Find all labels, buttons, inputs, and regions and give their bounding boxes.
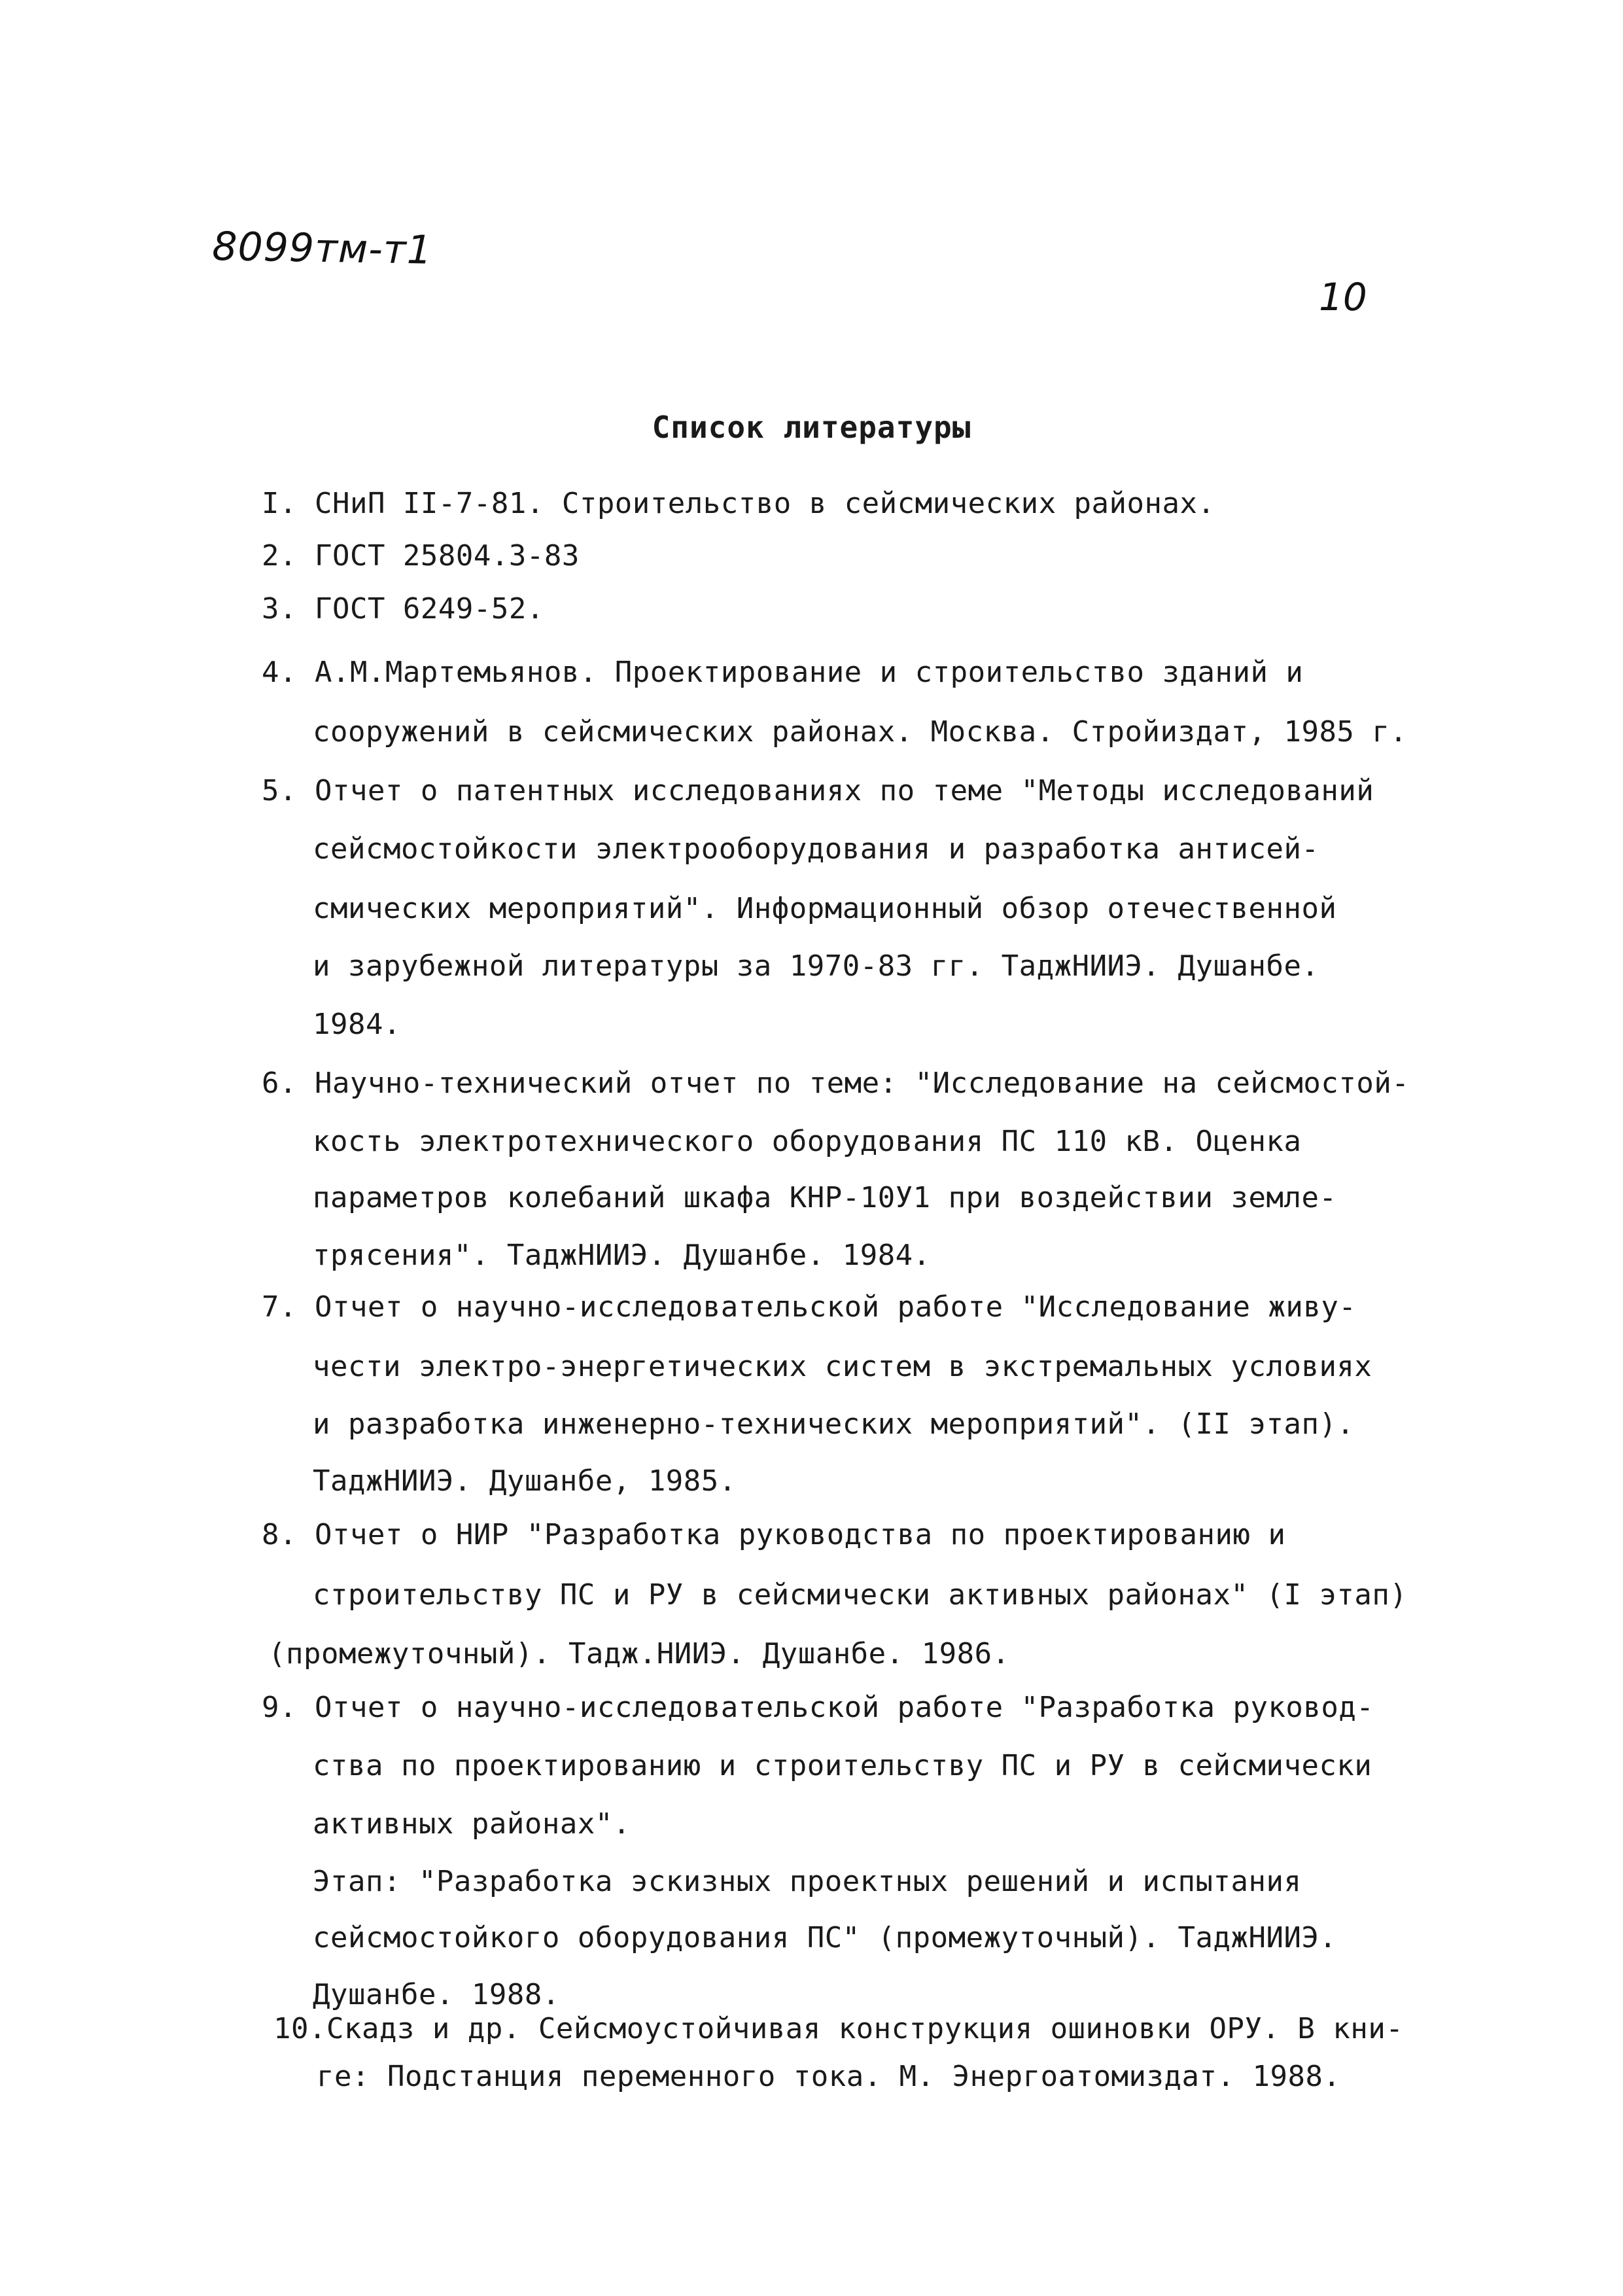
page-number: 10 <box>1319 275 1367 319</box>
reference-9-cont-1: ства по проектированию и строительству ПС и РУ в сейсмически <box>313 1749 1372 1782</box>
reference-5-cont-3: и зарубежной литературы за 1970-83 гг. ТаджНИИЭ. Душанбе. <box>313 949 1319 983</box>
reference-7-cont-3: ТаджНИИЭ. Душанбе, 1985. <box>313 1464 737 1498</box>
reference-4: 4. А.М.Мартемьянов. Проектирование и строительство зданий и <box>262 656 1304 689</box>
reference-7: 7. Отчет о научно-исследовательской работе "Исследование живу- <box>262 1290 1357 1324</box>
reference-5-cont-2: смических мероприятий". Информационный обзор отечественной <box>313 892 1337 925</box>
reference-6: 6. Научно-технический отчет по теме: "Исследование на сейсмостой- <box>262 1067 1410 1100</box>
reference-5-cont-4: 1984. <box>313 1008 401 1041</box>
reference-8-cont-1: строительству ПС и РУ в сейсмически активных районах" (I этап) <box>313 1578 1408 1612</box>
reference-6-cont-1: кость электротехнического оборудования ПС 110 кВ. Оценка <box>313 1125 1302 1158</box>
document-code: 8099тм-т1 <box>211 224 433 274</box>
reference-5: 5. Отчет о патентных исследованиях по теме "Методы исследований <box>262 774 1374 807</box>
reference-2: 2. ГОСТ 25804.3-83 <box>262 539 580 573</box>
reference-3: 3. ГОСТ 6249-52. <box>262 592 544 626</box>
reference-8-cont-2: (промежуточный). Тадж.НИИЭ. Душанбе. 1986. <box>268 1637 1010 1670</box>
reference-9-stage: Этап: "Разработка эскизных проектных решений и испытания <box>313 1865 1302 1898</box>
reference-5-cont-1: сейсмостойкости электрооборудования и разработка антисей- <box>313 832 1319 866</box>
reference-9-cont-2: активных районах". <box>313 1807 631 1841</box>
reference-7-cont-2: и разработка инженерно-технических мероприятий". (II этап). <box>313 1407 1355 1441</box>
reference-9-stage-cont-1: сейсмостойкого оборудования ПС" (промежуточный). ТаджНИИЭ. <box>313 1921 1337 1954</box>
reference-1: I. СНиП II-7-81. Строительство в сейсмических районах. <box>262 487 1215 520</box>
reference-9-stage-cont-2: Душанбе. 1988. <box>313 1978 560 2011</box>
reference-4-cont: сооружений в сейсмических районах. Москва. Стройиздат, 1985 г. <box>313 715 1408 749</box>
reference-10: 10.Скадз и др. Сейсмоустойчивая конструкция ошиновки ОРУ. В кни- <box>273 2012 1404 2045</box>
reference-10-cont: ге: Подстанция переменного тока. М. Энергоатомиздат. 1988. <box>317 2060 1341 2093</box>
reference-9: 9. Отчет о научно-исследовательской работе "Разработка руковод- <box>262 1691 1374 1724</box>
reference-6-cont-2: параметров колебаний шкафа КНР-10У1 при воздействии земле- <box>313 1181 1337 1214</box>
reference-8: 8. Отчет о НИР "Разработка руководства по проектированию и <box>262 1518 1286 1551</box>
reference-6-cont-3: трясения". ТаджНИИЭ. Душанбе. 1984. <box>313 1239 931 1272</box>
reference-7-cont-1: чести электро-энергетических систем в экстремальных условиях <box>313 1350 1372 1383</box>
page-title: Список литературы <box>652 410 971 445</box>
